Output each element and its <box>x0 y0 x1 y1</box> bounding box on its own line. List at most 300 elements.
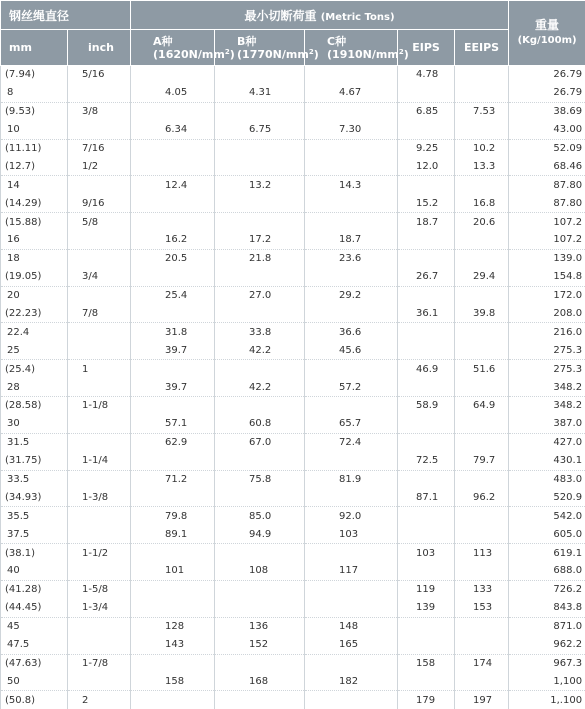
grade-c-cell <box>305 599 398 617</box>
grade-c-cell: 4.67 <box>305 84 398 102</box>
weight-cell: 208.0 <box>509 305 585 323</box>
eeips-cell: 197 <box>455 691 509 709</box>
diameter-inch-cell: 1-1/8 <box>68 397 131 415</box>
diameter-inch-cell <box>68 470 131 488</box>
weight-cell: 38.69 <box>509 102 585 120</box>
grade-b-sup: 2 <box>309 48 314 56</box>
eips-cell: 26.7 <box>398 268 455 286</box>
table-row <box>1 378 585 396</box>
grade-a-cell <box>131 213 215 231</box>
grade-a-cell: 89.1 <box>131 525 215 543</box>
diameter-mm-cell: (12.7) <box>1 157 68 175</box>
eips-cell <box>398 507 455 525</box>
diameter-inch-cell <box>68 433 131 451</box>
diameter-mm-cell: 31.5 <box>1 433 68 451</box>
grade-b-cell: 94.9 <box>215 525 305 543</box>
eeips-cell: 113 <box>455 544 509 562</box>
inch-column-header: inch <box>68 30 131 66</box>
table-row <box>1 66 585 84</box>
diameter-mm-cell: (14.29) <box>1 194 68 212</box>
diameter-inch-cell <box>68 672 131 690</box>
eeips-cell <box>455 323 509 341</box>
eips-cell <box>398 176 455 194</box>
grade-a-cell <box>131 691 215 709</box>
table-row <box>1 580 585 598</box>
grade-c-cell <box>305 268 398 286</box>
diameter-mm-cell: (50.8) <box>1 691 68 709</box>
diameter-inch-cell: 1/2 <box>68 157 131 175</box>
eeips-cell <box>455 415 509 433</box>
eips-cell: 179 <box>398 691 455 709</box>
eips-cell <box>398 562 455 580</box>
weight-cell: 275.3 <box>509 341 585 359</box>
grade-b-cell: 4.31 <box>215 84 305 102</box>
diameter-mm-cell: (22.23) <box>1 305 68 323</box>
grade-b-cell <box>215 580 305 598</box>
grade-c-cell: 57.2 <box>305 378 398 396</box>
eeips-cell <box>455 66 509 84</box>
grade-b-cell <box>215 397 305 415</box>
grade-a-cell: 71.2 <box>131 470 215 488</box>
eeips-cell <box>455 176 509 194</box>
weight-header <box>509 1 585 66</box>
eips-cell: 15.2 <box>398 194 455 212</box>
grade-c-cell: 18.7 <box>305 231 398 249</box>
diameter-mm-cell: (44.45) <box>1 599 68 617</box>
table-row <box>1 617 585 635</box>
eeips-cell: 10.2 <box>455 139 509 157</box>
table-row <box>1 213 585 231</box>
diameter-inch-cell <box>68 84 131 102</box>
grade-c-cell: 92.0 <box>305 507 398 525</box>
eeips-cell: 16.8 <box>455 194 509 212</box>
eips-cell <box>398 341 455 359</box>
table-row <box>1 249 585 267</box>
grade-a-cell <box>131 580 215 598</box>
diameter-mm-cell: 25 <box>1 341 68 359</box>
diameter-mm-cell: 28 <box>1 378 68 396</box>
eeips-cell <box>455 121 509 139</box>
table-row <box>1 525 585 543</box>
grade-c-cell: 72.4 <box>305 433 398 451</box>
grade-c-cell <box>305 452 398 470</box>
weight-cell: 688.0 <box>509 562 585 580</box>
grade-b-cell <box>215 66 305 84</box>
grade-a-cell <box>131 194 215 212</box>
eeips-cell <box>455 507 509 525</box>
eeips-cell: 96.2 <box>455 488 509 506</box>
table-row <box>1 599 585 617</box>
weight-cell: 1,.100 <box>509 691 585 709</box>
eips-cell <box>398 525 455 543</box>
grade-c-cell <box>305 654 398 672</box>
diameter-mm-cell: 30 <box>1 415 68 433</box>
grade-b-cell: 13.2 <box>215 176 305 194</box>
eeips-cell <box>455 433 509 451</box>
grade-c-cell: 148 <box>305 617 398 635</box>
grade-b-cell: 152 <box>215 636 305 654</box>
table-row <box>1 194 585 212</box>
diameter-inch-cell: 9/16 <box>68 194 131 212</box>
eeips-column-header: EEIPS <box>455 30 509 66</box>
grade-b-cell <box>215 544 305 562</box>
grade-c-cell: 117 <box>305 562 398 580</box>
grade-a-cell <box>131 599 215 617</box>
grade-c-cell <box>305 213 398 231</box>
eips-cell: 72.5 <box>398 452 455 470</box>
grade-a-cell: 79.8 <box>131 507 215 525</box>
table-row <box>1 341 585 359</box>
diameter-mm-cell: (19.05) <box>1 268 68 286</box>
weight-cell: 216.0 <box>509 323 585 341</box>
weight-cell: 26.79 <box>509 84 585 102</box>
eips-cell <box>398 84 455 102</box>
eeips-cell <box>455 672 509 690</box>
table-row <box>1 672 585 690</box>
diameter-mm-cell: 10 <box>1 121 68 139</box>
grade-b-cell <box>215 268 305 286</box>
diameter-inch-cell: 3/8 <box>68 102 131 120</box>
weight-cell: 483.0 <box>509 470 585 488</box>
grade-a-cell <box>131 268 215 286</box>
grade-c-cell: 36.6 <box>305 323 398 341</box>
diameter-mm-cell: 18 <box>1 249 68 267</box>
grade-a-cell: 16.2 <box>131 231 215 249</box>
diameter-mm-cell: (31.75) <box>1 452 68 470</box>
grade-a-cell: 25.4 <box>131 286 215 304</box>
diameter-mm-cell: (15.88) <box>1 213 68 231</box>
weight-cell: 605.0 <box>509 525 585 543</box>
diameter-inch-cell: 1-7/8 <box>68 654 131 672</box>
eips-cell: 58.9 <box>398 397 455 415</box>
grade-a-cell <box>131 102 215 120</box>
eeips-cell: 20.6 <box>455 213 509 231</box>
grade-b-cell <box>215 654 305 672</box>
table-row <box>1 286 585 304</box>
eips-column-header: EIPS <box>398 30 455 66</box>
eips-cell: 87.1 <box>398 488 455 506</box>
eips-cell: 4.78 <box>398 66 455 84</box>
grade-c-cell <box>305 102 398 120</box>
eeips-cell: 13.3 <box>455 157 509 175</box>
diameter-mm-cell: 35.5 <box>1 507 68 525</box>
eeips-cell: 7.53 <box>455 102 509 120</box>
diameter-inch-cell: 1-1/4 <box>68 452 131 470</box>
table-row <box>1 636 585 654</box>
eeips-cell <box>455 525 509 543</box>
table-row <box>1 176 585 194</box>
weight-cell: 520.9 <box>509 488 585 506</box>
grade-b-cell: 168 <box>215 672 305 690</box>
weight-cell: 52.09 <box>509 139 585 157</box>
grade-c-label: C种 <box>327 35 346 48</box>
grade-c-cell <box>305 66 398 84</box>
grade-a-cell <box>131 139 215 157</box>
grade-b-cell: 42.2 <box>215 341 305 359</box>
diameter-inch-cell <box>68 378 131 396</box>
grade-b-cell: 136 <box>215 617 305 635</box>
table-row <box>1 544 585 562</box>
grade-b-cell: 60.8 <box>215 415 305 433</box>
grade-c-cell: 165 <box>305 636 398 654</box>
grade-b-close: ) <box>314 48 319 61</box>
eips-cell <box>398 433 455 451</box>
table-row <box>1 102 585 120</box>
eeips-cell: 153 <box>455 599 509 617</box>
diameter-inch-cell: 1-3/4 <box>68 599 131 617</box>
grade-c-cell <box>305 194 398 212</box>
diameter-inch-cell: 1-1/2 <box>68 544 131 562</box>
diameter-inch-cell: 1-5/8 <box>68 580 131 598</box>
eips-cell: 103 <box>398 544 455 562</box>
eeips-cell <box>455 249 509 267</box>
grade-c-cell <box>305 305 398 323</box>
eeips-cell <box>455 341 509 359</box>
eips-cell <box>398 617 455 635</box>
eeips-cell: 29.4 <box>455 268 509 286</box>
grade-b-cell <box>215 452 305 470</box>
diameter-mm-cell: 16 <box>1 231 68 249</box>
grade-c-cell: 103 <box>305 525 398 543</box>
weight-cell: 348.2 <box>509 397 585 415</box>
eeips-cell: 133 <box>455 580 509 598</box>
table-row <box>1 121 585 139</box>
diameter-group-header: 钢丝绳直径 <box>1 1 131 30</box>
eeips-cell <box>455 470 509 488</box>
grade-a-cell <box>131 66 215 84</box>
eeips-cell: 39.8 <box>455 305 509 323</box>
eips-cell: 9.25 <box>398 139 455 157</box>
weight-cell: 427.0 <box>509 433 585 451</box>
diameter-mm-cell: (7.94) <box>1 66 68 84</box>
diameter-mm-cell: 22.4 <box>1 323 68 341</box>
grade-a-cell <box>131 452 215 470</box>
diameter-inch-cell <box>68 562 131 580</box>
eips-cell: 12.0 <box>398 157 455 175</box>
grade-c-cell: 65.7 <box>305 415 398 433</box>
grade-b-cell <box>215 139 305 157</box>
diameter-inch-cell: 7/8 <box>68 305 131 323</box>
grade-a-cell <box>131 488 215 506</box>
eeips-cell <box>455 562 509 580</box>
diameter-mm-cell: 33.5 <box>1 470 68 488</box>
diameter-inch-cell <box>68 415 131 433</box>
eeips-cell <box>455 636 509 654</box>
diameter-mm-cell: 37.5 <box>1 525 68 543</box>
table-row <box>1 691 585 709</box>
diameter-inch-cell: 1 <box>68 360 131 378</box>
grade-a-close: ) <box>230 48 235 61</box>
table-row <box>1 433 585 451</box>
eeips-cell <box>455 617 509 635</box>
grade-a-cell: 128 <box>131 617 215 635</box>
diameter-mm-cell: (9.53) <box>1 102 68 120</box>
weight-cell: 726.2 <box>509 580 585 598</box>
mm-column-header: mm <box>1 30 68 66</box>
table-row <box>1 415 585 433</box>
grade-c-close: ) <box>404 48 409 61</box>
grade-a-cell: 62.9 <box>131 433 215 451</box>
table-row <box>1 507 585 525</box>
eeips-cell <box>455 231 509 249</box>
diameter-inch-cell <box>68 249 131 267</box>
diameter-inch-cell <box>68 525 131 543</box>
grade-c-spec: (1910N/mm <box>327 48 399 61</box>
table-row <box>1 231 585 249</box>
grade-a-cell: 39.7 <box>131 341 215 359</box>
grade-c-sup: 2 <box>399 48 404 56</box>
grade-b-cell: 42.2 <box>215 378 305 396</box>
grade-c-cell <box>305 691 398 709</box>
weight-unit: (Kg/100m) <box>509 33 585 48</box>
diameter-mm-cell: (47.63) <box>1 654 68 672</box>
diameter-mm-cell: (38.1) <box>1 544 68 562</box>
diameter-inch-cell <box>68 507 131 525</box>
diameter-inch-cell: 5/8 <box>68 213 131 231</box>
grade-b-cell: 21.8 <box>215 249 305 267</box>
diameter-inch-cell <box>68 636 131 654</box>
eips-cell: 119 <box>398 580 455 598</box>
grade-b-cell: 33.8 <box>215 323 305 341</box>
diameter-mm-cell: 40 <box>1 562 68 580</box>
grade-a-cell: 6.34 <box>131 121 215 139</box>
table-row <box>1 157 585 175</box>
diameter-mm-cell: (25.4) <box>1 360 68 378</box>
eips-cell <box>398 121 455 139</box>
eips-cell <box>398 323 455 341</box>
grade-b-cell: 67.0 <box>215 433 305 451</box>
diameter-mm-cell: (41.28) <box>1 580 68 598</box>
diameter-mm-cell: 50 <box>1 672 68 690</box>
grade-a-cell: 12.4 <box>131 176 215 194</box>
weight-cell: 275.3 <box>509 360 585 378</box>
grade-a-cell <box>131 360 215 378</box>
grade-c-cell: 14.3 <box>305 176 398 194</box>
grade-b-cell: 6.75 <box>215 121 305 139</box>
weight-cell: 430.1 <box>509 452 585 470</box>
break-load-unit: (Metric Tons) <box>321 12 395 23</box>
diameter-inch-cell <box>68 286 131 304</box>
eips-cell: 18.7 <box>398 213 455 231</box>
grade-b-spec: (1770N/mm <box>237 48 309 61</box>
weight-cell: 871.0 <box>509 617 585 635</box>
grade-a-cell: 158 <box>131 672 215 690</box>
weight-cell: 962.2 <box>509 636 585 654</box>
grade-a-cell: 39.7 <box>131 378 215 396</box>
grade-a-cell: 4.05 <box>131 84 215 102</box>
eips-cell: 158 <box>398 654 455 672</box>
grade-a-cell: 143 <box>131 636 215 654</box>
eeips-cell <box>455 286 509 304</box>
diameter-inch-cell <box>68 176 131 194</box>
break-load-group-header <box>131 1 509 30</box>
table-row <box>1 654 585 672</box>
weight-cell: 87.80 <box>509 194 585 212</box>
eips-cell <box>398 378 455 396</box>
grade-b-cell <box>215 305 305 323</box>
table-row <box>1 323 585 341</box>
table-row <box>1 397 585 415</box>
grade-b-cell <box>215 691 305 709</box>
grade-a-column-header <box>131 30 215 66</box>
eeips-cell <box>455 84 509 102</box>
weight-cell: 843.8 <box>509 599 585 617</box>
table-row <box>1 84 585 102</box>
table-row <box>1 139 585 157</box>
grade-c-cell <box>305 157 398 175</box>
weight-cell: 107.2 <box>509 213 585 231</box>
grade-b-cell: 85.0 <box>215 507 305 525</box>
weight-cell: 619.1 <box>509 544 585 562</box>
diameter-mm-cell: 47.5 <box>1 636 68 654</box>
diameter-mm-cell: 14 <box>1 176 68 194</box>
eeips-cell: 64.9 <box>455 397 509 415</box>
grade-b-cell <box>215 102 305 120</box>
grade-c-cell <box>305 139 398 157</box>
diameter-inch-cell: 1-3/8 <box>68 488 131 506</box>
eips-cell <box>398 286 455 304</box>
grade-a-spec: (1620N/mm <box>153 48 225 61</box>
diameter-inch-cell: 7/16 <box>68 139 131 157</box>
diameter-inch-cell <box>68 323 131 341</box>
grade-a-cell <box>131 397 215 415</box>
eeips-cell: 51.6 <box>455 360 509 378</box>
weight-cell: 154.8 <box>509 268 585 286</box>
diameter-mm-cell: 20 <box>1 286 68 304</box>
grade-b-cell <box>215 360 305 378</box>
diameter-inch-cell: 3/4 <box>68 268 131 286</box>
grade-a-cell: 31.8 <box>131 323 215 341</box>
grade-b-cell: 17.2 <box>215 231 305 249</box>
weight-cell: 172.0 <box>509 286 585 304</box>
grade-a-label: A种 <box>153 35 173 48</box>
table-row <box>1 305 585 323</box>
eeips-cell: 174 <box>455 654 509 672</box>
grade-c-cell <box>305 488 398 506</box>
diameter-mm-cell: 45 <box>1 617 68 635</box>
grade-c-cell <box>305 397 398 415</box>
eips-cell <box>398 636 455 654</box>
diameter-inch-cell <box>68 341 131 359</box>
weight-cell: 1,100 <box>509 672 585 690</box>
table-body <box>1 66 585 709</box>
table-row <box>1 268 585 286</box>
grade-c-cell: 7.30 <box>305 121 398 139</box>
eips-cell: 36.1 <box>398 305 455 323</box>
weight-cell: 387.0 <box>509 415 585 433</box>
grade-a-sup: 2 <box>225 48 230 56</box>
diameter-inch-cell: 2 <box>68 691 131 709</box>
weight-cell: 87.80 <box>509 176 585 194</box>
diameter-mm-cell: (11.11) <box>1 139 68 157</box>
table-row <box>1 452 585 470</box>
grade-c-cell <box>305 580 398 598</box>
eips-cell <box>398 470 455 488</box>
grade-b-cell: 108 <box>215 562 305 580</box>
eips-cell <box>398 672 455 690</box>
grade-a-cell <box>131 544 215 562</box>
weight-cell: 107.2 <box>509 231 585 249</box>
diameter-inch-cell <box>68 231 131 249</box>
grade-a-cell <box>131 305 215 323</box>
grade-b-cell: 75.8 <box>215 470 305 488</box>
weight-cell: 43.00 <box>509 121 585 139</box>
table-row <box>1 562 585 580</box>
diameter-inch-cell: 5/16 <box>68 66 131 84</box>
grade-b-cell <box>215 213 305 231</box>
grade-b-cell <box>215 488 305 506</box>
grade-b-cell <box>215 194 305 212</box>
